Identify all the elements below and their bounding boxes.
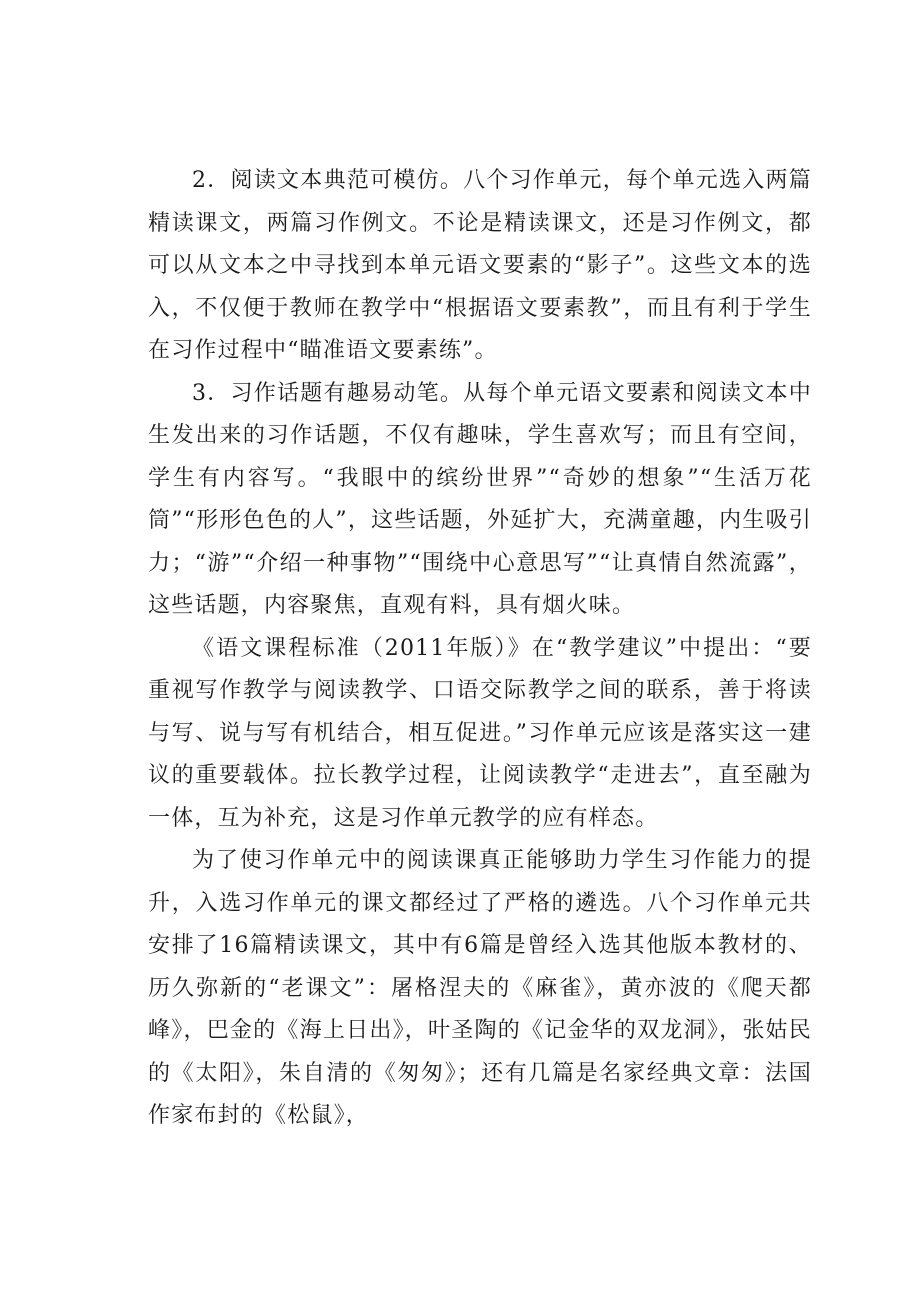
paragraph-curriculum-standard: 《语文课程标准（2011年版）》在“教学建议”中提出：“要重视写作教学与阅读教学、口语交际教学之间的联系，善于将读与写、说与写有机结合，相互促进。”习作单元应该是落实这一建议的重要载体。拉长教学过程，让阅读教学“走进去”，直至融为一体，互为补充，这是习作单元教学的应有样态。 bbox=[148, 635, 812, 831]
paragraph-reading-texts: 2．阅读文本典范可模仿。八个习作单元，每个单元选入两篇精读课文，两篇习作例文。不论是精读课文，还是习作例文，都可以从文本之中寻找到本单元语文要素的“影子”。这些文本的选入，不仅便于教师在教学中“根据语文要素教”，而且有利于学生在习作过程中“瞄准语文要素练”。 bbox=[148, 168, 812, 363]
paragraph-text-selection: 为了使习作单元中的阅读课真正能够助力学生习作能力的提升，入选习作单元的课文都经过了严格的遴选。八个习作单元共安排了16篇精读课文，其中有6篇是曾经入选其他版本教材的、历久弥新的“老课文”：屠格涅夫的《麻雀》，黄亦波的《爬天都峰》，巴金的《海上日出》，叶圣陶的《记金华的双龙洞》，张姑民的《太阳》，朱自清的《匆匆》；还有几篇是名家经典文章：法国作家布封的《松鼠》， bbox=[148, 848, 812, 1128]
document-body bbox=[148, 160, 812, 1138]
paragraph-writing-topics: 3．习作话题有趣易动笔。从每个单元语文要素和阅读文本中生发出来的习作话题，不仅有趣味，学生喜欢写；而且有空间，学生有内容写。“我眼中的缤纷世界”“奇妙的想象”“生活万花筒”“形形色色的人”，这些话题，外延扩大，充满童趣，内生吸引力；“游”“介绍一种事物”“围绕中心意思写”“让真情自然流露”，这些话题，内容聚焦，直观有料，具有烟火味。 bbox=[148, 380, 812, 618]
